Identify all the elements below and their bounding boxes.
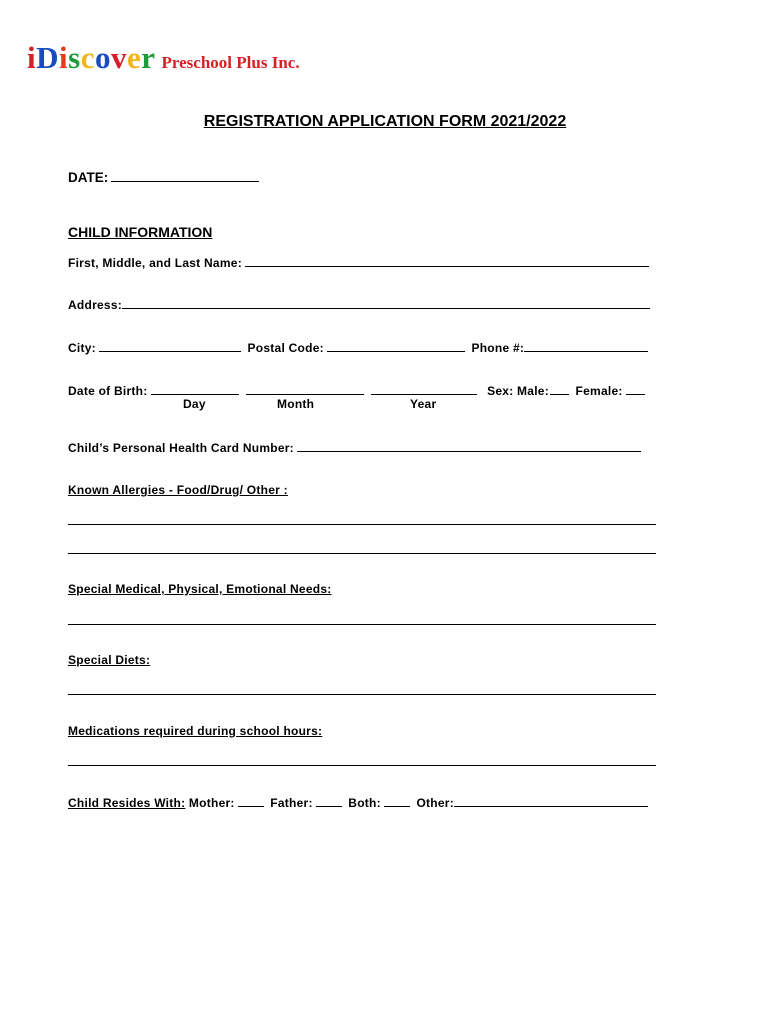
- logo-letter: o: [94, 40, 111, 75]
- sex-female-label: Female:: [575, 384, 623, 398]
- postal-code-label: Postal Code:: [247, 341, 324, 355]
- sex-male-field[interactable]: [550, 383, 569, 395]
- dob-day-caption: Day: [183, 397, 206, 411]
- sex-male-label: Sex: Male:: [487, 384, 549, 398]
- allergies-line-2[interactable]: [68, 553, 656, 554]
- date-row: [68, 170, 262, 185]
- dob-row: [68, 383, 648, 398]
- health-card-label: Child’s Personal Health Card Number:: [68, 441, 294, 455]
- mother-label: Mother:: [188, 796, 235, 810]
- logo-letter: s: [68, 40, 81, 75]
- address-field[interactable]: [122, 297, 650, 309]
- address-row: [68, 297, 653, 312]
- dob-year-caption: Year: [410, 397, 437, 411]
- allergies-line-1[interactable]: [68, 524, 656, 525]
- logo-letter: r: [141, 40, 156, 75]
- father-field[interactable]: [316, 795, 342, 807]
- phone-label: Phone #:: [471, 341, 525, 355]
- city-row: [68, 340, 651, 355]
- logo-letter: v: [110, 40, 127, 75]
- address-label: Address:: [68, 298, 123, 312]
- sex-female-field[interactable]: [626, 383, 645, 395]
- health-card-row: [68, 440, 644, 455]
- name-label: First, Middle, and Last Name:: [68, 256, 242, 270]
- dob-month-caption: Month: [277, 397, 315, 411]
- special-diets-label: Special Diets:: [68, 653, 151, 667]
- medications-line[interactable]: [68, 765, 656, 766]
- special-diets-line[interactable]: [68, 694, 656, 695]
- mother-field[interactable]: [238, 795, 264, 807]
- dob-day-field[interactable]: [151, 383, 239, 395]
- phone-field[interactable]: [524, 340, 648, 352]
- other-field[interactable]: [454, 795, 648, 807]
- name-row: [68, 255, 652, 270]
- father-label: Father:: [270, 796, 313, 810]
- both-label: Both:: [348, 796, 381, 810]
- date-field[interactable]: [111, 170, 259, 182]
- name-field[interactable]: [245, 255, 649, 267]
- resides-row: [68, 795, 651, 810]
- logo-letter: i: [27, 40, 37, 75]
- health-card-field[interactable]: [297, 440, 641, 452]
- logo-letter: D: [36, 40, 60, 75]
- allergies-label: Known Allergies - Food/Drug/ Other :: [68, 483, 288, 497]
- logo: [27, 40, 300, 76]
- city-label: City:: [68, 341, 96, 355]
- medications-label: Medications required during school hours:: [68, 724, 323, 738]
- resides-label: Child Resides With:: [68, 796, 186, 810]
- dob-label: Date of Birth:: [68, 384, 148, 398]
- dob-month-field[interactable]: [246, 383, 364, 395]
- form-title: REGISTRATION APPLICATION FORM 2021/2022: [203, 113, 567, 130]
- logo-letter: e: [126, 40, 142, 75]
- date-label: DATE:: [68, 170, 109, 185]
- logo-tagline: Preschool Plus Inc.: [161, 53, 300, 72]
- other-label: Other:: [416, 796, 454, 810]
- postal-code-field[interactable]: [327, 340, 465, 352]
- city-field[interactable]: [99, 340, 241, 352]
- dob-year-field[interactable]: [371, 383, 477, 395]
- both-field[interactable]: [384, 795, 410, 807]
- logo-letter: c: [80, 40, 95, 75]
- section-child-information: CHILD INFORMATION: [68, 224, 213, 240]
- special-needs-line[interactable]: [68, 624, 656, 625]
- logo-wordmark: [27, 40, 156, 75]
- special-needs-label: Special Medical, Physical, Emotional Needs:: [68, 582, 332, 596]
- logo-letter: i: [59, 40, 69, 75]
